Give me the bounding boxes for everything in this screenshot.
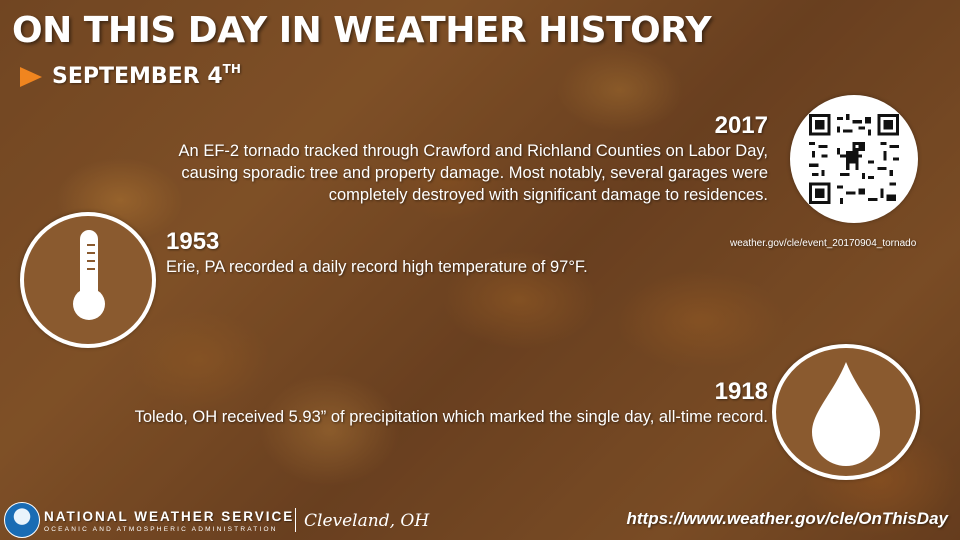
event-1953 — [166, 228, 726, 278]
agency-name: NATIONAL WEATHER SERVICE — [44, 509, 295, 524]
raindrop-icon — [776, 348, 916, 476]
date-label: SEPTEMBER 4TH — [52, 62, 241, 89]
agency-subtitle: OCEANIC AND ATMOSPHERIC ADMINISTRATION — [44, 526, 278, 533]
page-title: ON THIS DAY IN WEATHER HISTORY — [12, 10, 712, 51]
event-link[interactable]: weather.gov/cle/event_20170904_tornado — [730, 238, 917, 249]
event-year: 1953 — [166, 228, 220, 255]
event-1918 — [108, 378, 768, 428]
qr-code-badge[interactable] — [790, 95, 918, 223]
office-name: Cleveland, OH — [304, 511, 430, 531]
thermometer-icon — [24, 216, 152, 344]
event-description: Erie, PA recorded a daily record high temperature of 97°F. — [166, 258, 588, 276]
noaa-logo-icon — [4, 502, 40, 538]
date-row — [20, 64, 241, 89]
event-2017 — [128, 112, 768, 206]
event-description: An EF-2 tornado tracked through Crawford and Richland Counties on Labor Day, causing sporadic tree and property damage. Most notably, several garages were completely destroyed with significant damage to residences. — [178, 142, 768, 204]
event-description: Toledo, OH received 5.93” of precipitation which marked the single day, all-time record. — [134, 408, 768, 426]
event-year: 1918 — [714, 378, 768, 405]
on-this-day-link[interactable]: https://www.weather.gov/cle/OnThisDay — [626, 509, 948, 528]
thermometer-badge — [20, 212, 156, 348]
raindrop-badge — [772, 344, 920, 480]
qr-code-icon[interactable] — [809, 114, 899, 204]
event-year: 2017 — [714, 112, 768, 139]
footer-divider — [295, 508, 296, 532]
arrow-right-icon — [20, 67, 42, 87]
